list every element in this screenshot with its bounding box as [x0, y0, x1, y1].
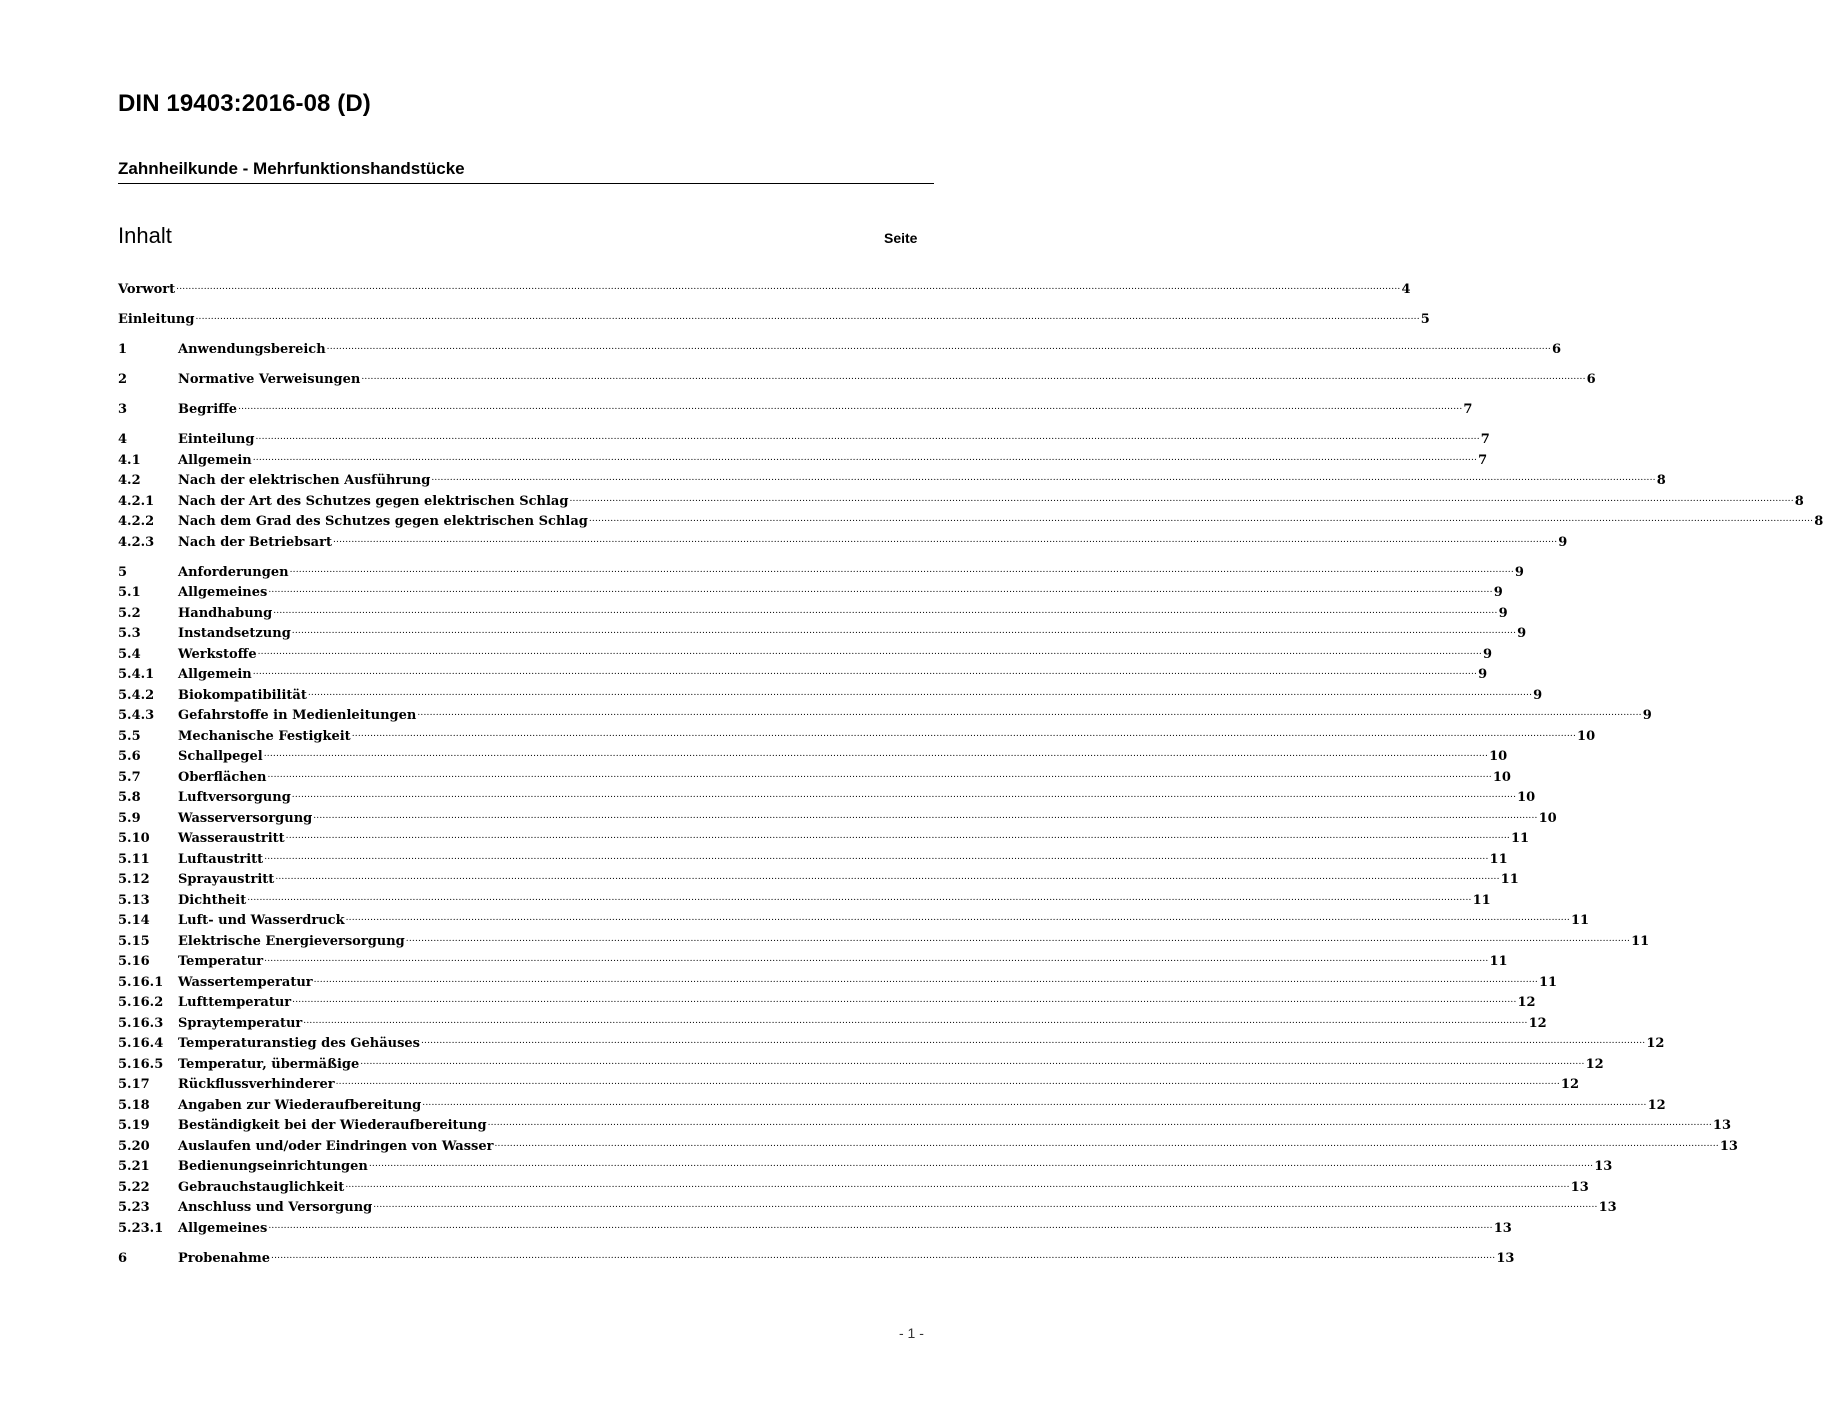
toc-entry-page: 7	[1480, 432, 1490, 447]
toc-dot-leader: ................................................................................................................................................................................................................................................................................................................................................................................................................	[291, 626, 1517, 636]
toc-entry-label: Spraytemperatur	[178, 1015, 303, 1031]
document-title: DIN 19403:2016-08 (D)	[118, 90, 371, 117]
toc-entry-page: 6	[1551, 342, 1562, 357]
toc-entry-number: 6	[118, 1250, 128, 1266]
toc-entry-label: Gefahrstoffe in Medienleitungen	[178, 708, 417, 723]
toc-dot-leader: ................................................................................................................................................................................................................................................................................................................................................................................................................	[195, 312, 1420, 322]
toc-entry-label: Nach der Betriebsart	[178, 534, 332, 550]
toc-entry-label: Elektrische Energieversorgung	[178, 933, 405, 949]
toc-entry-label: Einteilung	[178, 432, 255, 447]
toc-entry-page: 10	[1492, 769, 1511, 785]
toc-dot-leader: ................................................................................................................................................................................................................................................................................................................................................................................................................	[264, 851, 1489, 862]
toc-entry-page: 12	[1585, 1056, 1604, 1072]
toc-dot-leader: ................................................................................................................................................................................................................................................................................................................................................................................................................	[289, 564, 1514, 575]
toc-dot-leader: ................................................................................................................................................................................................................................................................................................................................................................................................................	[247, 892, 1472, 903]
toc-entry-number: 2	[118, 372, 128, 387]
footer-page-number: - 1 -	[899, 1325, 924, 1341]
toc-entry-number: 5.16.5	[118, 1056, 164, 1072]
toc-entry-label: Nach dem Grad des Schutzes gegen elektrischen Schlag	[178, 514, 588, 529]
toc-entry-number: 5.11	[118, 851, 150, 867]
toc-entry-page: 8	[1656, 473, 1666, 488]
toc-entry-label: Auslaufen und/oder Eindringen von Wasser	[178, 1138, 494, 1154]
toc-entry-label: Allgemein	[178, 667, 252, 682]
toc-entry-label: Nach der elektrischen Ausführung	[178, 473, 431, 488]
toc-entry-page: 11	[1631, 933, 1650, 949]
toc-entry-page: 13	[1493, 1220, 1512, 1236]
toc-entry-label: Biokompatibilität	[178, 687, 307, 703]
toc-dot-leader: ................................................................................................................................................................................................................................................................................................................................................................................................................	[494, 1138, 1719, 1149]
toc-entry-page: 10	[1577, 728, 1596, 744]
toc-dot-leader: ................................................................................................................................................................................................................................................................................................................................................................................................................	[361, 372, 1586, 382]
toc-entry-label: Werkstoffe	[178, 646, 257, 662]
toc-entry-number: 5.9	[118, 810, 141, 826]
toc-dot-leader: ................................................................................................................................................................................................................................................................................................................................................................................................................	[267, 769, 1492, 780]
toc-dot-leader: ................................................................................................................................................................................................................................................................................................................................................................................................................	[257, 646, 1482, 657]
toc-entry-number: 5.16.3	[118, 1015, 164, 1031]
table-of-contents	[118, 280, 1823, 1269]
toc-entry-label: Temperatur	[178, 954, 264, 969]
toc-entry-page: 9	[1642, 708, 1652, 723]
toc-entry-label: Rückflussverhinderer	[178, 1077, 335, 1092]
toc-entry-number: 5.13	[118, 892, 150, 908]
toc-dot-leader: ................................................................................................................................................................................................................................................................................................................................................................................................................	[326, 342, 1551, 352]
toc-entry-label: Einleitung	[118, 312, 195, 327]
toc-dot-leader: ................................................................................................................................................................................................................................................................................................................................................................................................................	[252, 452, 1478, 463]
toc-entry-number: 3	[118, 402, 128, 417]
toc-dot-leader: ................................................................................................................................................................................................................................................................................................................................................................................................................	[313, 974, 1538, 985]
toc-dot-leader: ................................................................................................................................................................................................................................................................................................................................................................................................................	[588, 514, 1814, 524]
toc-entry-page: 9	[1498, 605, 1508, 621]
toc-entry-label: Vorwort	[118, 282, 176, 297]
toc-entry-number: 5.4.1	[118, 667, 155, 682]
toc-entry-page: 9	[1533, 687, 1543, 703]
toc-dot-leader: ................................................................................................................................................................................................................................................................................................................................................................................................................	[421, 1036, 1646, 1046]
toc-entry-number: 5.20	[118, 1138, 150, 1154]
toc-entry-page: 7	[1478, 452, 1488, 468]
toc-entry-page: 13	[1594, 1159, 1613, 1174]
toc-entry-page: 5	[1420, 312, 1430, 327]
toc-entry[interactable]	[118, 370, 1596, 391]
toc-dot-leader: ................................................................................................................................................................................................................................................................................................................................................................................................................	[285, 831, 1510, 841]
toc-dot-leader: ................................................................................................................................................................................................................................................................................................................................................................................................................	[268, 585, 1493, 595]
toc-entry[interactable]	[118, 340, 1562, 361]
toc-entry-label: Beständigkeit bei der Wiederaufbereitung	[178, 1118, 487, 1133]
toc-entry[interactable]	[118, 533, 1568, 554]
toc-dot-leader: ................................................................................................................................................................................................................................................................................................................................................................................................................	[275, 872, 1500, 882]
toc-entry-number: 5.23.1	[118, 1220, 164, 1236]
toc-entry-number: 5.2	[118, 605, 141, 621]
toc-entry-label: Bedienungseinrichtungen	[178, 1159, 368, 1174]
toc-entry-number: 5.14	[118, 913, 150, 928]
toc-entry-label: Allgemein	[178, 452, 252, 468]
toc-entry-number: 5.7	[118, 769, 141, 785]
toc-entry-page: 4	[1401, 282, 1411, 297]
toc-entry-number: 5.21	[118, 1159, 150, 1174]
toc-entry-number: 5.5	[118, 728, 141, 744]
toc-entry-label: Anwendungsbereich	[178, 342, 326, 357]
toc-entry-label: Schallpegel	[178, 749, 263, 764]
toc-entry-number: 1	[118, 342, 128, 357]
toc-dot-leader: ................................................................................................................................................................................................................................................................................................................................................................................................................	[368, 1159, 1594, 1169]
toc-dot-leader: ................................................................................................................................................................................................................................................................................................................................................................................................................	[292, 995, 1517, 1005]
toc-entry-page: 12	[1647, 1097, 1666, 1113]
toc-dot-leader: ................................................................................................................................................................................................................................................................................................................................................................................................................	[255, 432, 1480, 442]
toc-entry[interactable]	[118, 310, 1430, 331]
toc-entry-number: 5.4.3	[118, 708, 155, 723]
toc-entry-number: 5.16.1	[118, 974, 164, 990]
toc-entry-number: 5.16.2	[118, 995, 164, 1010]
toc-heading: Inhalt	[118, 223, 172, 248]
toc-entry-number: 5.23	[118, 1200, 150, 1215]
toc-dot-leader: ................................................................................................................................................................................................................................................................................................................................................................................................................	[431, 473, 1656, 483]
toc-entry-page: 11	[1538, 974, 1558, 990]
toc-entry-page: 10	[1489, 749, 1508, 764]
toc-entry-number: 4.2.2	[118, 514, 155, 529]
toc-page-column-label: Seite	[884, 230, 918, 246]
toc-entry-page: 9	[1493, 585, 1503, 600]
toc-entry-page: 9	[1514, 564, 1524, 580]
toc-entry-label: Wassertemperatur	[178, 974, 313, 990]
toc-entry-label: Oberflächen	[178, 769, 267, 785]
toc-entry-number: 5.16.4	[118, 1036, 164, 1051]
toc-entry-page: 11	[1511, 831, 1530, 846]
toc-entry-page: 9	[1482, 646, 1492, 662]
toc-entry[interactable]	[118, 1219, 1512, 1240]
toc-entry-number: 5.12	[118, 872, 150, 887]
toc-entry[interactable]	[118, 400, 1473, 421]
toc-entry[interactable]	[118, 1249, 1515, 1270]
toc-entry-page: 8	[1814, 514, 1823, 529]
toc-entry-label: Gebrauchstauglichkeit	[178, 1179, 345, 1195]
toc-entry-label: Probenahme	[178, 1250, 271, 1266]
toc-entry-page: 12	[1646, 1036, 1665, 1051]
toc-entry-page: 6	[1586, 372, 1596, 387]
toc-entry-number: 5.18	[118, 1097, 150, 1113]
toc-dot-leader: ................................................................................................................................................................................................................................................................................................................................................................................................................	[307, 687, 1533, 698]
toc-entry-page: 11	[1570, 913, 1590, 928]
toc-entry-page: 9	[1517, 626, 1527, 641]
toc-entry-page: 13	[1598, 1200, 1617, 1215]
toc-entry-number: 5.19	[118, 1118, 150, 1133]
toc-dot-leader: ................................................................................................................................................................................................................................................................................................................................................................................................................	[313, 810, 1538, 821]
toc-dot-leader: ................................................................................................................................................................................................................................................................................................................................................................................................................	[422, 1097, 1647, 1108]
toc-entry-label: Lufttemperatur	[178, 995, 292, 1010]
toc-dot-leader: ................................................................................................................................................................................................................................................................................................................................................................................................................	[569, 493, 1794, 504]
toc-entry-page: 11	[1500, 872, 1519, 887]
toc-entry-label: Temperatur, übermäßige	[178, 1056, 360, 1072]
toc-entry-label: Wasseraustritt	[178, 831, 285, 846]
toc-dot-leader: ................................................................................................................................................................................................................................................................................................................................................................................................................	[332, 534, 1558, 545]
toc-entry-number: 5.1	[118, 585, 141, 600]
toc-entry-label: Wasserversorgung	[178, 810, 313, 826]
toc-entry-number: 5.10	[118, 831, 150, 846]
toc-entry-number: 5.17	[118, 1077, 150, 1092]
toc-entry-number: 5.15	[118, 933, 150, 949]
toc-entry-label: Dichtheit	[178, 892, 247, 908]
toc-dot-leader: ................................................................................................................................................................................................................................................................................................................................................................................................................	[345, 913, 1570, 923]
toc-entry-label: Mechanische Festigkeit	[178, 728, 351, 744]
toc-entry-page: 13	[1570, 1179, 1589, 1195]
toc-dot-leader: ................................................................................................................................................................................................................................................................................................................................................................................................................	[268, 1220, 1493, 1231]
toc-dot-leader: ................................................................................................................................................................................................................................................................................................................................................................................................................	[345, 1179, 1570, 1190]
toc-entry-page: 11	[1489, 851, 1508, 867]
toc-entry-number: 5.6	[118, 749, 141, 764]
toc-dot-leader: ................................................................................................................................................................................................................................................................................................................................................................................................................	[264, 954, 1489, 964]
toc-dot-leader: ................................................................................................................................................................................................................................................................................................................................................................................................................	[373, 1200, 1598, 1210]
toc-entry-label: Allgemeines	[178, 1220, 268, 1236]
toc-dot-leader: ................................................................................................................................................................................................................................................................................................................................................................................................................	[176, 282, 1401, 292]
toc-dot-leader: ................................................................................................................................................................................................................................................................................................................................................................................................................	[405, 933, 1631, 944]
toc-entry-page: 11	[1472, 892, 1491, 908]
toc-dot-leader: ................................................................................................................................................................................................................................................................................................................................................................................................................	[351, 728, 1577, 739]
toc-entry-page: 11	[1489, 954, 1508, 969]
toc-dot-leader: ................................................................................................................................................................................................................................................................................................................................................................................................................	[487, 1118, 1712, 1128]
toc-entry-page: 13	[1496, 1250, 1515, 1266]
toc-entry-page: 7	[1463, 402, 1473, 417]
toc-entry-label: Handhabung	[178, 605, 273, 621]
toc-entry-label: Normative Verweisungen	[178, 372, 361, 387]
toc-dot-leader: ................................................................................................................................................................................................................................................................................................................................................................................................................	[238, 402, 1463, 412]
toc-entry-label: Allgemeines	[178, 585, 268, 600]
toc-entry-page: 13	[1719, 1138, 1738, 1154]
toc-entry-number: 4	[118, 432, 128, 447]
toc-entry-number: 5.16	[118, 954, 150, 969]
toc-entry-number: 5.8	[118, 790, 141, 805]
toc-entry-page: 10	[1517, 790, 1536, 805]
toc-entry-label: Anschluss und Versorgung	[178, 1200, 373, 1215]
header-divider	[118, 183, 934, 184]
toc-dot-leader: ................................................................................................................................................................................................................................................................................................................................................................................................................	[263, 749, 1489, 759]
toc-entry-label: Instandsetzung	[178, 626, 291, 641]
toc-dot-leader: ................................................................................................................................................................................................................................................................................................................................................................................................................	[252, 667, 1478, 677]
toc-entry-label: Nach der Art des Schutzes gegen elektrischen Schlag	[178, 493, 569, 509]
toc-dot-leader: ................................................................................................................................................................................................................................................................................................................................................................................................................	[417, 708, 1642, 718]
toc-entry-label: Angaben zur Wiederaufbereitung	[178, 1097, 422, 1113]
toc-entry-page: 12	[1528, 1015, 1547, 1031]
toc-dot-leader: ................................................................................................................................................................................................................................................................................................................................................................................................................	[291, 790, 1517, 800]
toc-entry-number: 4.2.1	[118, 493, 155, 509]
toc-entry-number: 4.2.3	[118, 534, 155, 550]
toc-entry-label: Sprayaustritt	[178, 872, 275, 887]
toc-entry-label: Begriffe	[178, 402, 238, 417]
document-subtitle: Zahnheilkunde - Mehrfunktionshandstücke	[118, 159, 465, 178]
toc-dot-leader: ................................................................................................................................................................................................................................................................................................................................................................................................................	[335, 1077, 1560, 1087]
toc-entry-number: 4.1	[118, 452, 141, 468]
toc-dot-leader: ................................................................................................................................................................................................................................................................................................................................................................................................................	[273, 605, 1498, 616]
toc-entry-number: 5.3	[118, 626, 141, 641]
toc-entry-label: Luftaustritt	[178, 851, 264, 867]
toc-entry-label: Temperaturanstieg des Gehäuses	[178, 1036, 420, 1051]
toc-entry-page: 10	[1538, 810, 1557, 826]
toc-dot-leader: ................................................................................................................................................................................................................................................................................................................................................................................................................	[271, 1250, 1496, 1261]
toc-entry-page: 12	[1560, 1077, 1580, 1092]
toc-entry-page: 12	[1517, 995, 1536, 1010]
toc-entry[interactable]	[118, 280, 1411, 301]
toc-entry-page: 13	[1712, 1118, 1731, 1133]
toc-dot-leader: ................................................................................................................................................................................................................................................................................................................................................................................................................	[303, 1015, 1528, 1026]
toc-entry-number: 5.4	[118, 646, 141, 662]
toc-dot-leader: ................................................................................................................................................................................................................................................................................................................................................................................................................	[360, 1056, 1585, 1067]
toc-entry-number: 5	[118, 564, 128, 580]
toc-entry-page: 9	[1558, 534, 1568, 550]
toc-entry-number: 5.4.2	[118, 687, 155, 703]
toc-entry-page: 9	[1478, 667, 1488, 682]
toc-entry-label: Anforderungen	[178, 564, 289, 580]
toc-entry-label: Luftversorgung	[178, 790, 291, 805]
toc-entry-number: 4.2	[118, 473, 141, 488]
toc-entry-page: 8	[1794, 493, 1804, 509]
toc-entry-label: Luft- und Wasserdruck	[178, 913, 345, 928]
toc-entry-number: 5.22	[118, 1179, 150, 1195]
